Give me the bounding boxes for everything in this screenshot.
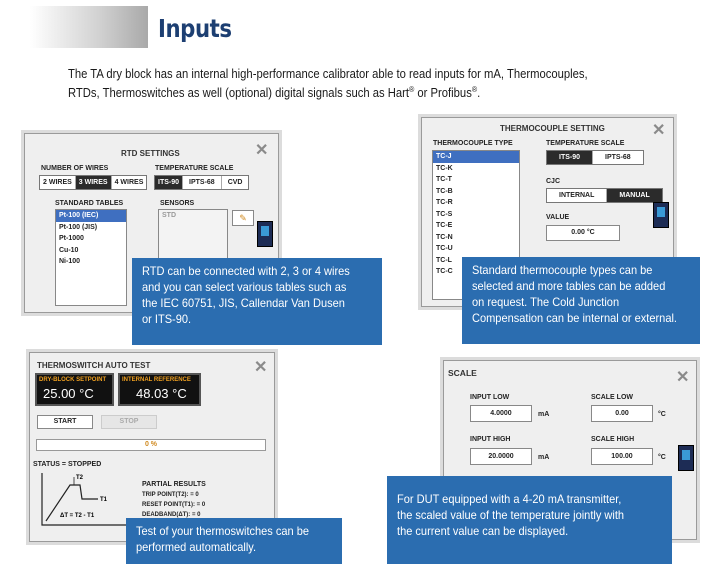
thermo-caption-line: Test of your thermoswitches can be <box>136 524 310 538</box>
close-icon[interactable]: ✕ <box>255 142 269 159</box>
switch-diagram <box>36 471 131 529</box>
setpoint-display <box>35 373 114 406</box>
tc-type-label: THERMOCOUPLE TYPE <box>433 140 513 147</box>
close-icon[interactable]: ✕ <box>676 369 690 386</box>
tc-scale-ipts68[interactable]: IPTS-68 <box>605 154 631 161</box>
tc-caption-line: on request. The Cold Junction <box>472 295 620 309</box>
rtd-scale-label: TEMPERATURE SCALE <box>155 165 234 172</box>
device-icon <box>678 445 694 471</box>
input-low-unit: mA <box>538 411 550 418</box>
thermo-caption <box>126 518 342 564</box>
scale-high-field[interactable]: 100.00 <box>591 448 653 465</box>
sensors-label: SENSORS <box>160 200 195 207</box>
table-item[interactable]: Pt-100 (IEC) <box>56 210 126 222</box>
tc-type-item[interactable]: TC-U <box>436 245 453 252</box>
t2-label: T2 <box>76 475 84 481</box>
scale-high-unit: °C <box>658 454 666 461</box>
table-item[interactable]: Pt-1000 <box>59 235 84 242</box>
registered-mark: ® <box>471 85 478 94</box>
rtd-scale-its90[interactable]: ITS-90 <box>155 176 183 189</box>
scale-low-field[interactable]: 0.00 <box>591 405 653 422</box>
intro-line-1: The TA dry block has an internal high-performance calibrator able to read inputs for mA, Thermocouples, <box>68 67 588 81</box>
intro-line-2-end: . <box>477 86 481 101</box>
t1-label: T1 <box>100 497 108 503</box>
delta-label: ΔT = T2 - T1 <box>60 513 95 519</box>
registered-mark: ® <box>408 85 415 94</box>
setpoint-value: 25.00 °C <box>43 386 94 401</box>
tc-value-input[interactable]: 0.00 °C <box>546 225 620 241</box>
tc-caption <box>462 257 700 344</box>
rtd-title: RTD SETTINGS <box>121 149 180 158</box>
tc-caption-line: Standard thermocouple types can be <box>472 263 653 277</box>
status-text: STATUS = STOPPED <box>33 461 102 468</box>
tc-type-item[interactable]: TC-S <box>436 210 453 218</box>
tc-type-item[interactable]: TC-K <box>436 164 453 172</box>
wires-4-button[interactable]: 4 WIRES <box>114 179 144 186</box>
rtd-caption-line: RTD can be connected with 2, 3 or 4 wires <box>142 264 350 278</box>
tc-type-item[interactable]: TC-T <box>436 176 452 183</box>
tables-label: STANDARD TABLES <box>55 200 124 207</box>
tc-scale-label: TEMPERATURE SCALE <box>546 140 625 147</box>
tc-scale-selector <box>546 150 644 165</box>
rtd-scale-ipts68[interactable]: IPTS-68 <box>183 176 222 189</box>
wires-label: NUMBER OF WIRES <box>41 165 109 172</box>
rtd-caption-line: or ITS-90. <box>142 312 192 326</box>
tc-type-item[interactable]: TC-E <box>436 222 453 229</box>
rtd-caption-line: the IEC 60751, JIS, Callendar Van Dusen <box>142 296 345 310</box>
thermo-caption-line: performed automatically. <box>136 540 257 554</box>
tc-title: THERMOCOUPLE SETTING <box>500 124 605 133</box>
tables-list[interactable] <box>55 209 127 306</box>
scale-caption-line: the scaled value of the temperature jointly with <box>397 508 625 522</box>
tc-value-label: VALUE <box>546 214 570 221</box>
input-high-field[interactable]: 20.0000 <box>470 448 532 465</box>
scale-high-label: SCALE HIGH <box>591 436 635 443</box>
close-icon[interactable]: ✕ <box>652 122 666 139</box>
scale-title: SCALE <box>448 368 477 378</box>
reference-display <box>118 373 201 406</box>
tc-type-item[interactable]: TC-N <box>436 233 453 241</box>
cjc-selector <box>546 188 663 203</box>
tc-caption-line: Compensation can be internal or external. <box>472 311 677 325</box>
result-reset: RESET POINT(T1): = 0 <box>142 502 206 508</box>
reference-label: INTERNAL REFERENCE <box>122 377 191 383</box>
scale-low-label: SCALE LOW <box>591 394 633 401</box>
close-icon[interactable]: ✕ <box>254 359 268 376</box>
scale-caption-line: the current value can be displayed. <box>397 524 569 538</box>
results-label: PARTIAL RESULTS <box>142 481 206 488</box>
input-low-label: INPUT LOW <box>470 394 510 401</box>
sensor-item[interactable]: STD <box>162 212 176 219</box>
result-deadband: DEADBAND(ΔT): = 0 <box>142 512 201 518</box>
scale-caption-line: For DUT equipped with a 4-20 mA transmitter, <box>397 492 622 506</box>
scale-caption <box>387 476 672 564</box>
progress-bar <box>36 439 266 451</box>
intro-line-2-b: or Profibus <box>414 86 472 101</box>
header-gradient-bar <box>30 6 148 48</box>
intro-text <box>68 66 608 101</box>
setpoint-label: DRY-BLOCK SETPOINT <box>39 377 107 383</box>
table-item[interactable]: Pt-100 (JIS) <box>59 223 98 231</box>
tc-type-item[interactable]: TC-L <box>436 256 452 264</box>
cjc-internal[interactable]: INTERNAL <box>547 189 607 202</box>
tc-scale-its90[interactable]: ITS-90 <box>547 151 593 164</box>
cjc-manual[interactable]: MANUAL <box>607 189 661 202</box>
device-icon <box>257 221 273 247</box>
tc-type-item[interactable]: TC-C <box>436 268 453 275</box>
tc-type-item[interactable]: TC-R <box>436 199 453 206</box>
table-item[interactable]: Cu-10 <box>59 246 79 254</box>
stop-button[interactable]: STOP <box>101 415 157 429</box>
scale-low-unit: °C <box>658 411 666 418</box>
wires-3-button[interactable]: 3 WIRES <box>76 176 112 189</box>
rtd-scale-cvd[interactable]: CVD <box>227 179 243 186</box>
rtd-scale-selector <box>154 175 249 190</box>
input-high-label: INPUT HIGH <box>470 436 511 443</box>
intro-line-2-a: RTDs, Thermoswitches as well (optional) digital signals such as Hart <box>68 86 409 101</box>
device-icon <box>653 202 669 228</box>
thermo-title: THERMOSWITCH AUTO TEST <box>37 361 151 370</box>
rtd-caption <box>132 258 382 345</box>
tc-type-item[interactable]: TC-J <box>433 151 519 163</box>
progress-text: 0 % <box>144 441 158 448</box>
intro-line-2 <box>68 82 608 101</box>
rtd-caption-line: and you can select various tables such as <box>142 280 347 294</box>
start-button[interactable]: START <box>37 415 93 429</box>
wires-selector <box>39 175 147 190</box>
result-trip: TRIP POINT(T2): = 0 <box>142 492 199 498</box>
edit-icon[interactable]: ✎ <box>232 210 254 226</box>
thermoswitch-panel <box>29 352 275 542</box>
input-low-field[interactable]: 4.0000 <box>470 405 532 422</box>
input-high-unit: mA <box>538 454 550 461</box>
reference-value: 48.03 °C <box>136 386 187 401</box>
wires-2-button[interactable]: 2 WIRES <box>40 176 76 189</box>
cjc-label: CJC <box>546 178 561 185</box>
table-item[interactable]: Ni-100 <box>59 258 81 265</box>
page-title: Inputs <box>158 14 232 43</box>
tc-type-item[interactable]: TC-B <box>436 187 453 195</box>
tc-caption-line: selected and more tables can be added <box>472 279 666 293</box>
